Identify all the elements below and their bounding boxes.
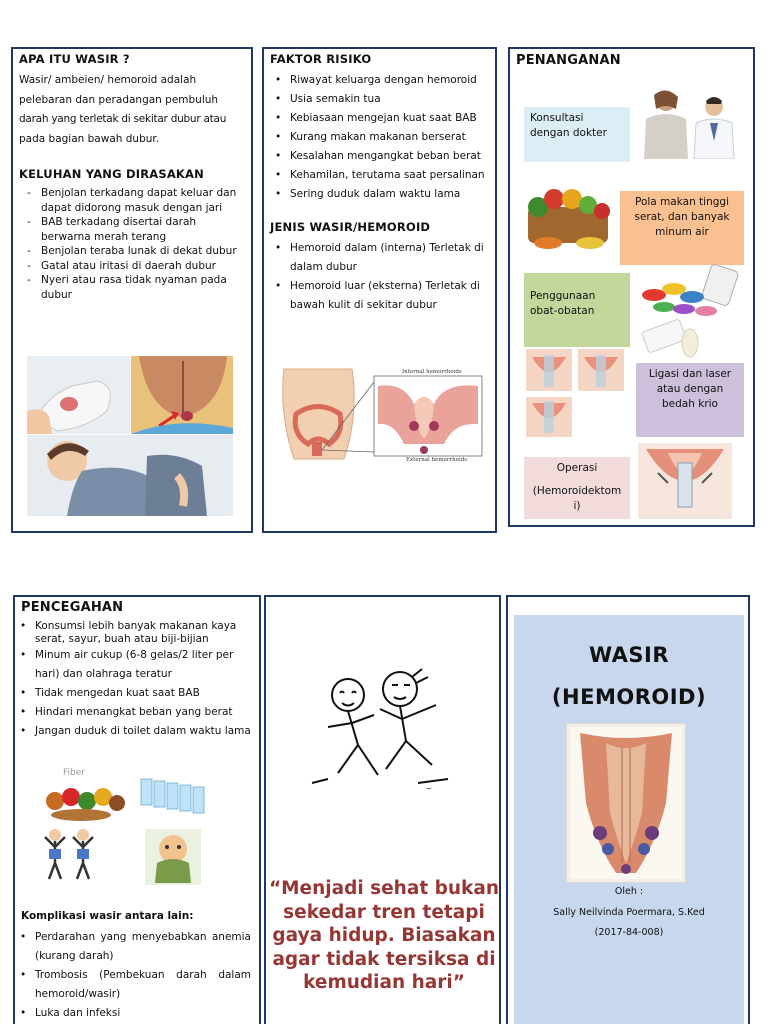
list-item: • Hindari menangkat beban yang berat (17, 703, 253, 722)
fiber-food-image (518, 177, 618, 251)
risk-list (264, 71, 495, 204)
treatment-medication-box: Penggunaan obat-obatan (524, 273, 630, 347)
panel-treatment (508, 47, 755, 527)
surgery-label: Operasi (556, 462, 598, 474)
author-student-id: (2017-84-008) (594, 927, 664, 938)
type-list (264, 239, 495, 315)
doctor-consultation-image (636, 89, 736, 159)
list-item: • Kurang makan makanan berserat (272, 128, 489, 147)
hemorrhoid-anatomy-diagram (274, 364, 488, 464)
list-item: • Luka dan infeksi (17, 1004, 251, 1023)
treatment-diet-box: Pola makan tinggi serat, dan banyak minum air (620, 191, 744, 265)
heading-keluhan: KELUHAN YANG DIRASAKAN (19, 167, 204, 181)
panel-risk-factors (262, 47, 497, 533)
list-item: • Sering duduk dalam waktu lama (272, 185, 489, 204)
list-item: • Perdarahan yang menyebabkan anemia (kurang darah) (17, 928, 251, 966)
definition-line: darah yang terletak di sekitar dubur atau (19, 113, 227, 125)
heading-pencegahan: PENCEGAHAN (21, 600, 124, 615)
list-item: • Riwayat keluarga dengan hemoroid (272, 71, 489, 90)
treatment-consult-box: Konsultasi dengan dokter (524, 107, 630, 162)
list-item: • Usia semakin tua (272, 90, 489, 109)
running-cartoon-image (308, 665, 458, 795)
panel-quote (264, 595, 501, 1024)
list-item: - BAB terkadang disertai darah berwarna merah terang (27, 215, 245, 244)
panel-what-is-hemorrhoid (11, 47, 253, 533)
list-item: - Gatal atau iritasi di daerah dubur (27, 259, 245, 274)
heading-jenis-wasir: JENIS WASIR/HEMOROID (270, 220, 431, 234)
cover-anatomy-image (566, 723, 686, 883)
medication-pills-image (634, 263, 742, 358)
heading-penanganan: PENANGANAN (516, 53, 621, 68)
list-item: - Benjolan terkadang dapat keluar dan dapat didorong masuk dengan jari (27, 186, 245, 215)
symptom-illustration (27, 356, 233, 516)
fiber-label: Fiber (63, 768, 85, 778)
cover-subtitle: (HEMOROID) (551, 685, 707, 709)
panel-cover (506, 595, 750, 1024)
list-item: • Hemoroid luar (eksterna) Terletak di bawah kulit di sekitar dubur (272, 277, 489, 315)
list-item: - Benjolan teraba lunak di dekat dubur (27, 244, 245, 259)
surgery-sublabel: (Hemoroidektom i) (532, 485, 622, 512)
treatment-ligation-box: Ligasi dan laser atau dengan bedah krio (636, 363, 744, 437)
svg-text:~: ~ (426, 785, 432, 793)
definition-line: Wasir/ ambeien/ hemoroid adalah (19, 74, 197, 86)
list-item: • Minum air cukup (6-8 gelas/2 liter per hari) dan olahraga teratur (17, 646, 253, 684)
list-item: • Jangan duduk di toilet dalam waktu lama (17, 722, 253, 741)
list-item: - Nyeri atau rasa tidak nyaman pada dubur (27, 273, 245, 302)
diagram-label-external: External hemorrhoids (406, 457, 468, 463)
panel-prevention (13, 595, 261, 1024)
list-item: • Tidak mengedan kuat saat BAB (17, 684, 253, 703)
definition-line: pelebaran dan peradangan pembuluh (19, 93, 219, 106)
prevention-illustrations (41, 767, 221, 891)
author-by-label: Oleh : (614, 886, 644, 897)
author-name: Sally Neilvinda Poermara, S.Ked (553, 907, 705, 918)
definition-paragraph (13, 71, 251, 149)
complication-list (15, 928, 257, 1023)
list-item: • Kebiasaan mengejan kuat saat BAB (272, 109, 489, 128)
cover-title: WASIR (588, 643, 670, 667)
list-item: • Hemoroid dalam (interna) Terletak di dalam dubur (272, 239, 489, 277)
diagram-label-internal: Internal hemorrhoids (402, 369, 462, 375)
list-item: • Kehamilan, terutama saat persalinan (272, 166, 489, 185)
heading-faktor-risiko: FAKTOR RISIKO (270, 52, 372, 66)
prevention-list (15, 620, 259, 741)
heading-apa-itu-wasir: APA ITU WASIR ? (19, 52, 130, 66)
definition-line: pada bagian bawah dubur. (19, 132, 160, 145)
list-item: • Konsumsi lebih banyak makanan kaya serat, sayur, buah atau biji-bijian (17, 620, 253, 646)
ligation-diagram-image (526, 349, 626, 439)
treatment-surgery-box (524, 457, 630, 519)
surgery-diagram-image (638, 443, 732, 519)
symptom-list (13, 186, 251, 302)
cover-card (514, 615, 744, 1024)
list-item: • Trombosis (Pembekuan darah dalam hemoroid/wasir) (17, 966, 251, 1004)
list-item: • Kesalahan mengangkat beban berat (272, 147, 489, 166)
complication-heading: Komplikasi wasir antara lain: (21, 910, 194, 922)
motivational-quote: “Menjadi sehat bukan sekedar tren tetapi gaya hidup. Biasakan agar tidak tersiksa di kemudian hari” (268, 878, 499, 993)
